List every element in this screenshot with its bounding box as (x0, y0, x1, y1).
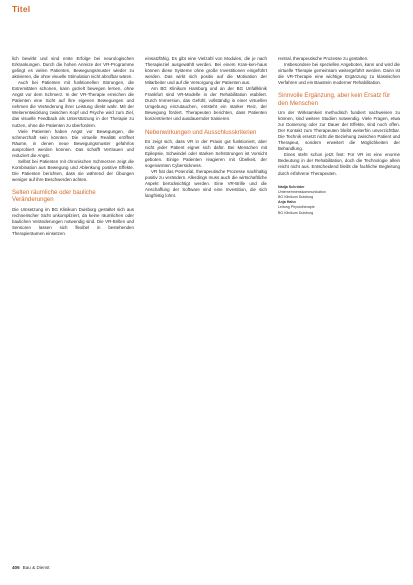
page-number: 406 (12, 565, 20, 570)
section-heading: Selten räumliche oder bauliche Veränderungen (12, 188, 96, 204)
section-heading: Sinnvolle Ergänzung, aber kein Ersatz für den Menschen (278, 92, 391, 107)
author-org: BG Klinikum Duisburg (278, 210, 314, 215)
paragraph: rentral, therapeutische Prozesse zu gestalten. (278, 56, 369, 61)
page-title: Titel (12, 4, 31, 14)
author-role: Leitung Physiotherapie (278, 205, 315, 210)
paragraph: VR hat das Potenzial, therapeutische Prozesse nachhaltig positiv zu verändern. Allerdings muss auch die wirtschaftliche Aspekt berücksichtigt werden. Eine VR-Brille und die Anschaffung der Software sind eine Investition, die sich langfristig lohnt. (145, 169, 267, 199)
paragraph: einsatzfähig. Es gibt eine Vielzahl von Modulen, die je nach Therapieziel ausgewählt werden. Bei einem Kran-ken-haus können diese Systeme ohne große Investitionen eingeführt werden. Das wirkt sich positiv auf die Motivation der Mitarbeiter und auf die Versorgung der Patienten aus. (145, 56, 267, 86)
paragraph: Auch bei Patienten mit funktionellen Störungen, die Extremitäten schonen, kann gezielt bewegen lernen, ohne Angst vor dem Schmerz. In der VR-Therapie erreichen die Patienten eine Sicht auf ihre eigenen Bewegungen und nehmen die Veränderung ihrer Leistung direkt wahr. Mit der Weiterentwicklung zwischen Kopf und Psyche wird zum Ziel, das visuelle Feedback als Unterstützung in der Therapie zu nutzen, ohne die Patienten zu überfordern. (12, 80, 134, 128)
page-footer (12, 565, 49, 570)
author-role: Unternehmenskommunikation (278, 189, 326, 194)
paragraph: Viele Patienten haben Angst vor Bewegungen, die schmerzhaft sein könnten. Die virtuelle Realität eröffnet Räume, in denen neue Bewegungsmuster gefahrlos ausprobiert werden können. Das schafft Vertrauen und reduziert die Angst. (12, 128, 134, 158)
paragraph: Insbesondere bei speziellen Angeboten, kann und wird die virtuelle Therapie gemeinsam weitergeführt werden. Dann ist die VR-Therapie eine wichtige Ergänzung zu klassischen Verfahren und ein Baustein moderner Rehabilitation. (278, 62, 400, 86)
paragraph: Am BG Klinikum Hamburg und an der BG Unfallklinik Frankfurt sind VR-Modelle in der Rehabilitation etabliert. Durch Immersion, das Gefühl, vollständig in einer virtuellen Umgebung einzutauchen, entsteht ein starker Reiz, der Bewegung fördert. Therapeuten berichten, dass Patienten konzentrierter und ausdauernder trainieren. (145, 86, 267, 122)
author-org: BG Klinikum Duisburg (278, 194, 314, 199)
column-3 (278, 56, 400, 216)
author-info (278, 185, 400, 216)
paragraph: Selbst bei Patienten mit chronischen Schmerzen zeigt die Kombination aus Bewegung und Ablenkung positive Effekte. Die Patienten berichten, dass sie während der Übungen weniger auf ihre Beschwerden achten. (12, 158, 134, 182)
paragraph: Um der Wirksamkeit methodisch fundiert nachweisen zu können, sind weitere Studien notwendig. Viele Fragen, etwa zur Dosierung oder zur Dauer der Effekte, sind noch offen. Der Kontakt zum Therapeuten bleibt weiterhin unverzichtbar. Die Technik ersetzt nicht die Beziehung zwischen Patient und Therapeut, sondern erweitert die Möglichkeiten der Behandlung. (278, 110, 400, 152)
paragraph: Es zeigt sich, dass VR in der Praxis gut funktioniert, aber nicht jeder Patient eignet sich dafür. Bei Menschen mit Epilepsie, Schwindel oder starken Sehstörungen ist Vorsicht geboten. Einige Patienten reagieren mit Übelkeit, der sogenannten Cybersickness. (145, 138, 267, 169)
column-2 (145, 56, 267, 199)
section-heading: Nebenwirkungen und Ausschlusskriterien (145, 128, 257, 136)
column-1 (12, 56, 134, 237)
author-name: Anja Hahn (278, 200, 296, 205)
paragraph: Eines steht schon jetzt fest: Für VR ist eine enorme Bedeutung in der Rehabilitation, doch die Technologie allein reicht nicht aus. Entscheidend bleibt die fachliche Begleitung durch erfahrene Therapeuten. (278, 152, 400, 176)
author-name: Nadja Schröder (278, 184, 305, 189)
journal-name: Bau & Dienst (22, 565, 50, 570)
paragraph: Die Umsetzung im BG Klinikum Duisburg gestaltet sich aus rechnerischer Sicht unkompliziert, da keine räumlichen oder baulichen Veränderungen notwendig sind. Die VR-Brillen und Sensoren lassen sich flexibel in bestehenden Therapieräumen einsetzen. (12, 206, 134, 236)
paragraph: lich bewirkt und sind erste Erfolge bei neurologischen Erkrankungen. Durch die hohen Anreize der VR-Programme gelingt es vielen Patienten, Bewegungsmuster wieder zu aktivieren, die ohne visuelle Stimulation nicht abrufbar wären. (12, 56, 134, 80)
